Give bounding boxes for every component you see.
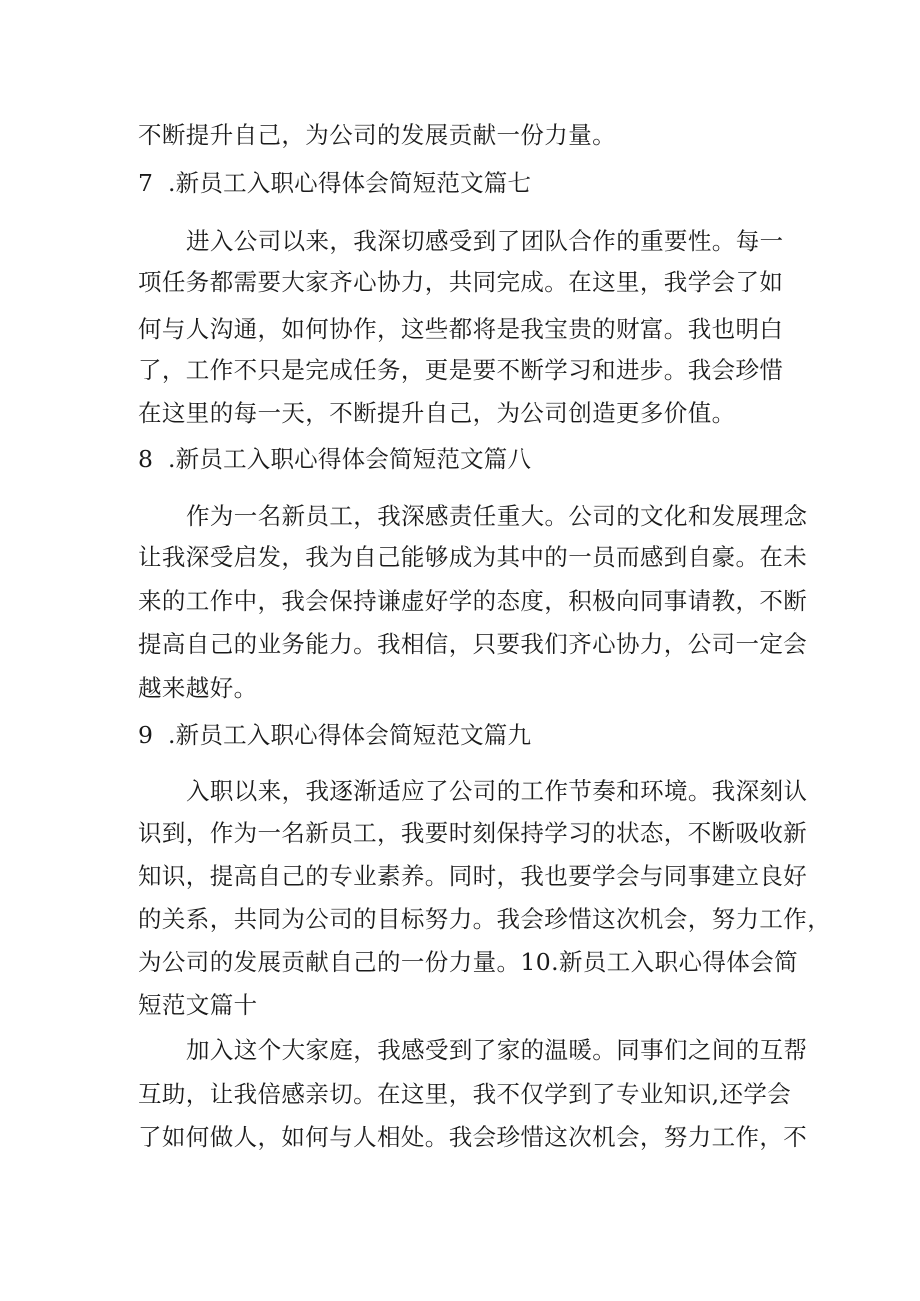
paragraph-line: 何与人沟通，如何协作，这些都将是我宝贵的财富。我也明白 bbox=[138, 315, 784, 343]
heading-number: 9 bbox=[138, 721, 154, 749]
section-heading-8 bbox=[138, 443, 798, 475]
paragraph-line: 提高自己的业务能力。我相信，只要我们齐心协力，公司一定会 bbox=[138, 630, 808, 658]
heading-title: .新员工入职心得体会简短范文篇七 bbox=[168, 169, 532, 197]
heading-number: 8 bbox=[138, 445, 154, 473]
paragraph-line: 互助，让我倍感亲切。在这里，我不仅学到了专业知识,还学会 bbox=[138, 1080, 792, 1108]
paragraph-line: 了如何做人，如何与人相处。我会珍惜这次机会，努力工作，不 bbox=[138, 1123, 808, 1151]
paragraph-line: 的关系，共同为公司的目标努力。我会珍惜这次机会，努力工作， bbox=[138, 905, 832, 933]
paragraph-line: 不断提升自己，为公司的发展贡献一份力量。 bbox=[138, 121, 616, 149]
heading-title: .新员工入职心得体会简短范文篇八 bbox=[168, 445, 532, 473]
paragraph-line: 项任务都需要大家齐心协力，共同完成。在这里，我学会了如 bbox=[138, 268, 784, 296]
heading-number: 7 bbox=[138, 169, 154, 197]
paragraph-line: 加入这个大家庭，我感受到了家的温暖。同事们之间的互帮 bbox=[186, 1036, 808, 1064]
section-heading-7 bbox=[138, 167, 798, 199]
heading-title: .新员工入职心得体会简短范文篇九 bbox=[168, 721, 532, 749]
paragraph-line: 识到，作为一名新员工，我要时刻保持学习的状态，不断吸收新 bbox=[138, 819, 808, 847]
paragraph-line: 让我深受启发，我为自己能够成为其中的一员而感到自豪。在未 bbox=[138, 543, 808, 571]
paragraph-line: 在这里的每一天，不断提升自己，为公司创造更多价值。 bbox=[138, 399, 736, 427]
section-heading-9 bbox=[138, 719, 798, 751]
paragraph-line: 越来越好。 bbox=[138, 674, 258, 702]
paragraph-line: 为公司的发展贡献自己的一份力量。10.新员工入职心得体会简 bbox=[138, 948, 798, 976]
paragraph-line: 来的工作中，我会保持谦虚好学的态度，积极向同事请教，不断 bbox=[138, 587, 808, 615]
paragraph-line: 入职以来，我逐渐适应了公司的工作节奏和环境。我深刻认 bbox=[186, 777, 808, 805]
paragraph-line: 了，工作不只是完成任务，更是要不断学习和进步。我会珍惜 bbox=[138, 356, 784, 384]
paragraph-line: 作为一名新员工，我深感责任重大。公司的文化和发展理念 bbox=[186, 502, 808, 530]
paragraph-line: 知识，提高自己的专业素养。同时，我也要学会与同事建立良好 bbox=[138, 862, 808, 890]
paragraph-line: 进入公司以来，我深切感受到了团队合作的重要性。每一 bbox=[186, 227, 784, 255]
paragraph-line: 短范文篇十 bbox=[138, 991, 258, 1019]
